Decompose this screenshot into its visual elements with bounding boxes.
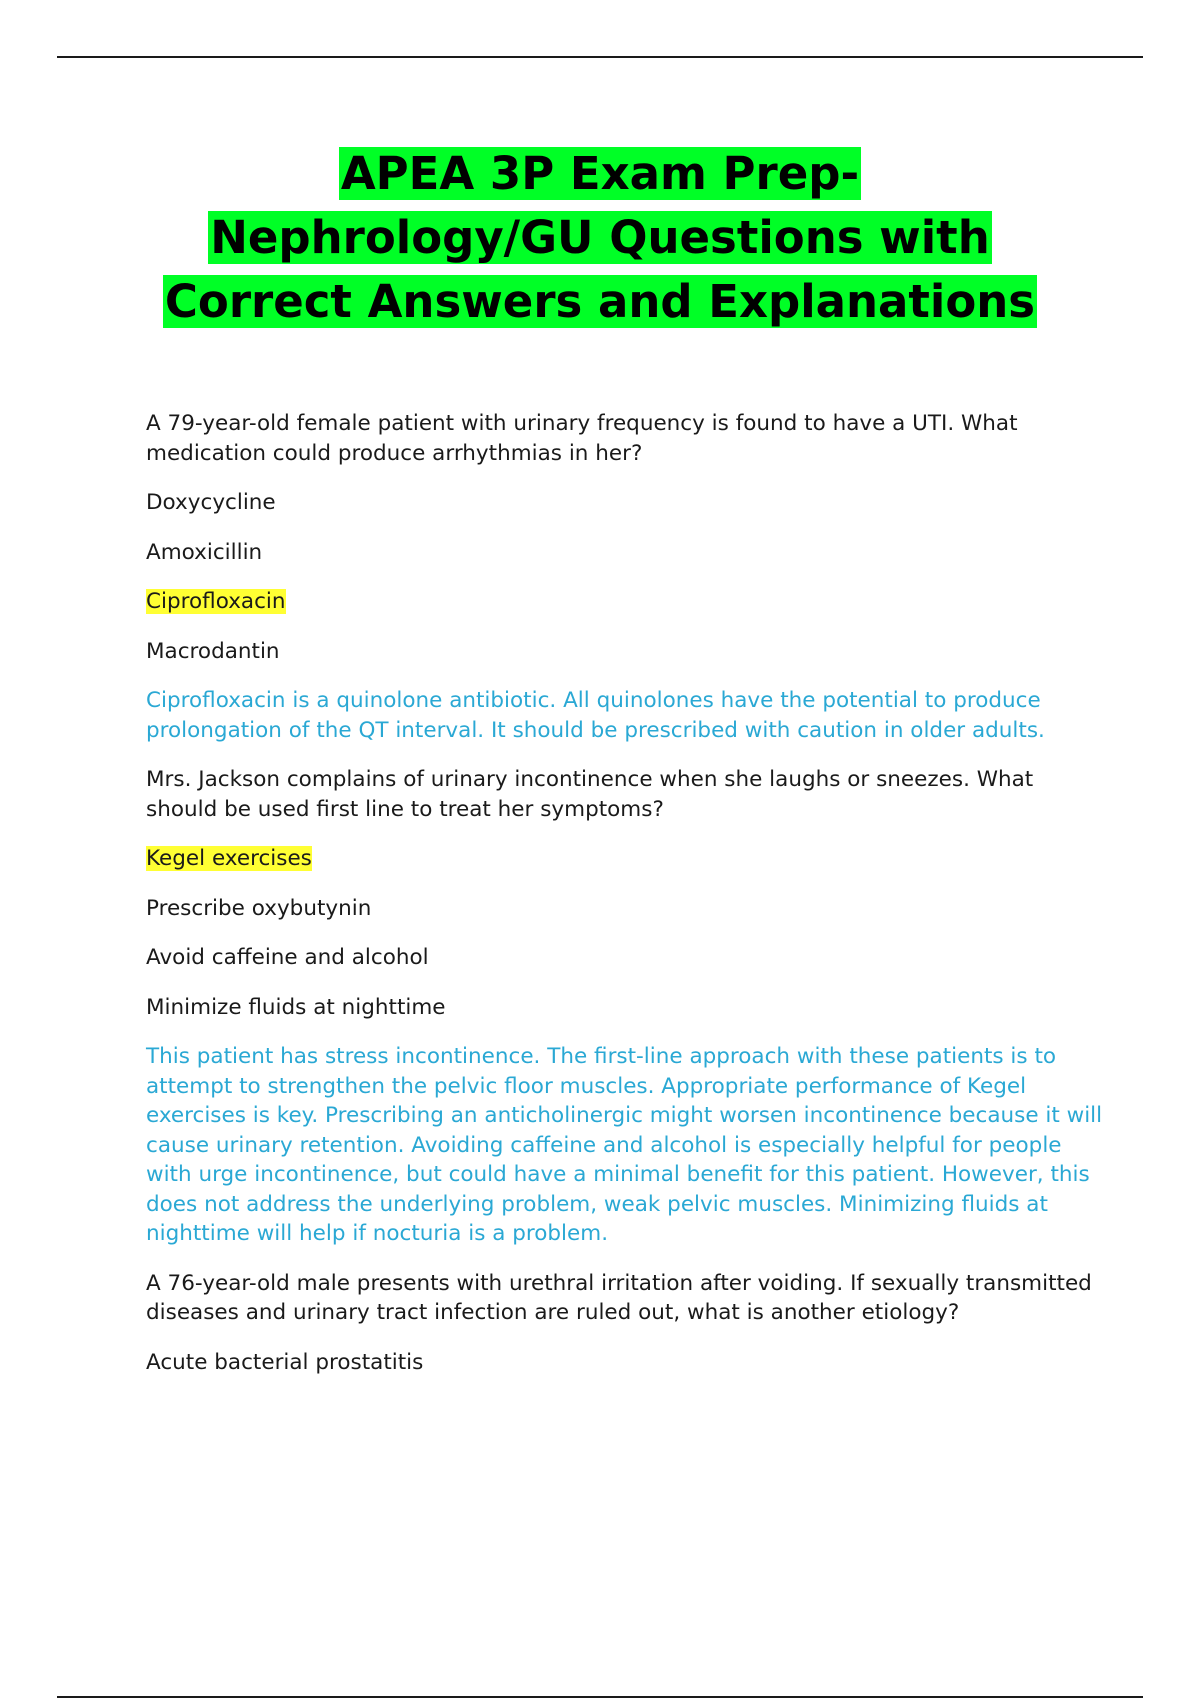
question-2-option-2: Prescribe oxybutynin xyxy=(146,895,372,921)
document-title-block xyxy=(60,142,1140,334)
question-2-explanation: This patient has stress incontinence. The first-line approach with these patients is to attempt to strengthen the pelvic floor muscles. Appropriate performance of Kegel exercises is key. Prescribing an anticholinergic might worsen incontinence because it will cause urinary retention. Avoiding caffeine and alcohol is especially helpful for people with urge incontinence, but could have a minimal benefit for this patient. However, this does not address the underlying problem, weak pelvic muscles. Minimizing fluids at nighttime will help if nocturia is a problem. xyxy=(146,1044,1103,1246)
top-rule xyxy=(57,56,1143,58)
question-1-option-4: Macrodantin xyxy=(146,638,280,664)
question-2-correct-option xyxy=(146,844,1106,874)
question-1-text: A 79-year-old female patient with urinary frequency is found to have a UTI. What medication could produce arrhythmias in her? xyxy=(146,411,1018,466)
answer-highlight: Kegel exercises xyxy=(146,846,312,871)
question-3-text: A 76-year-old male presents with urethral irritation after voiding. If sexually transmitted diseases and urinary tract infection are ruled out, what is another etiology? xyxy=(146,1270,1092,1325)
question-1-explanation: Ciprofloxacin is a quinolone antibiotic. All quinolones have the potential to produce prolongation of the QT interval. It should be prescribed with caution in older adults. xyxy=(146,688,1045,743)
bottom-rule xyxy=(57,1696,1143,1698)
question-list xyxy=(146,409,1106,1397)
question-1-correct-option xyxy=(146,587,1106,617)
answer-highlight: Ciprofloxacin xyxy=(146,589,286,614)
question-3-option-1: Acute bacterial prostatitis xyxy=(146,1349,424,1375)
document-title: APEA 3P Exam Prep- Nephrology/GU Questions with Correct Answers and Explanations xyxy=(164,147,1036,328)
question-2-option-3: Avoid caffeine and alcohol xyxy=(146,945,429,970)
question-1-option-2: Amoxicillin xyxy=(146,539,263,565)
question-2-option-4: Minimize fluids at nighttime xyxy=(146,994,446,1020)
question-2-text: Mrs. Jackson complains of urinary incontinence when she laughs or sneezes. What should be used first line to treat her symptoms? xyxy=(146,767,1034,822)
question-1-option-1: Doxycycline xyxy=(146,490,276,515)
